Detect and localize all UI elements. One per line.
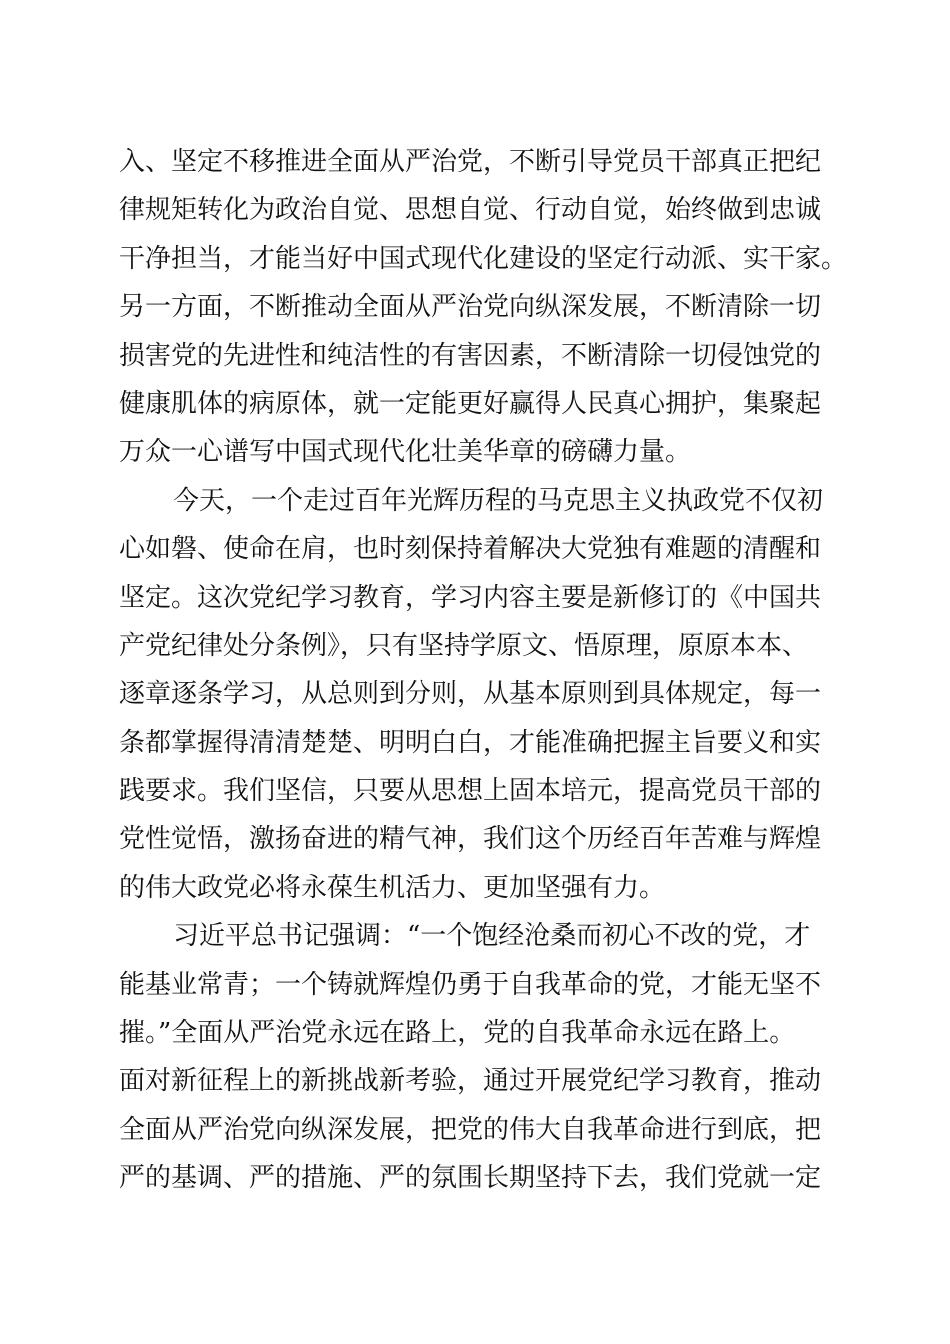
paragraph-1	[119, 138, 848, 477]
text-line: 条都掌握得清清楚楚、明明白白，才能准确把握主旨要义和实	[119, 727, 822, 758]
text-line: 损害党的先进性和纯洁性的有害因素，不断清除一切侵蚀党的	[119, 340, 822, 371]
text-line: 坚定。这次党纪学习教育，学习内容主要是新修订的《中国共	[119, 582, 822, 613]
text-line: 能基业常青；一个铸就辉煌仍勇于自我革命的党，才能无坚不	[119, 969, 822, 1000]
text-line: 践要求。我们坚信，只要从思想上固本培元，提高党员干部的	[119, 776, 822, 807]
text-line: 干净担当，才能当好中国式现代化建设的坚定行动派、实干家。	[119, 243, 848, 274]
text-line: 逐章逐条学习，从总则到分则，从基本原则到具体规定，每一	[119, 679, 822, 710]
text-line: 万众一心谱写中国式现代化壮美华章的磅礴力量。	[119, 437, 692, 468]
text-line: 另一方面，不断推动全面从严治党向纵深发展，不断清除一切	[119, 292, 822, 323]
text-line: 摧。”全面从严治党永远在路上，党的自我革命永远在路上。	[119, 1018, 796, 1049]
text-line: 面对新征程上的新挑战新考验，通过开展党纪学习教育，推动	[119, 1066, 822, 1097]
text-line: 全面从严治党向纵深发展，把党的伟大自我革命进行到底，把	[119, 1114, 822, 1145]
text-line: 律规矩转化为政治自觉、思想自觉、行动自觉，始终做到忠诚	[119, 195, 822, 226]
paragraph-2	[119, 477, 839, 913]
text-line: 入、坚定不移推进全面从严治党，不断引导党员干部真正把纪	[119, 147, 822, 177]
text-line: 党性觉悟，激扬奋进的精气神，我们这个历经百年苦难与辉煌	[119, 824, 822, 855]
text-line: 产党纪律处分条例》，只有坚持学原文、悟原理，原原本本、	[119, 630, 809, 661]
paragraph-3	[119, 912, 839, 1202]
text-line: 的伟大政党必将永葆生机活力、更加坚强有力。	[119, 872, 666, 903]
text-line: 严的基调、严的措施、严的氛围长期坚持下去，我们党就一定	[119, 1163, 822, 1194]
text-line: 健康肌体的病原体，就一定能更好赢得人民真心拥护，集聚起	[119, 388, 822, 419]
text-line: 心如磐、使命在肩，也时刻保持着解决大党独有难题的清醒和	[119, 534, 822, 565]
text-line: 习近平总书记强调：“一个饱经沧桑而初心不改的党，才	[173, 921, 811, 952]
body-text	[119, 138, 848, 1203]
text-line: 今天，一个走过百年光辉历程的马克思主义执政党不仅初	[173, 485, 824, 516]
